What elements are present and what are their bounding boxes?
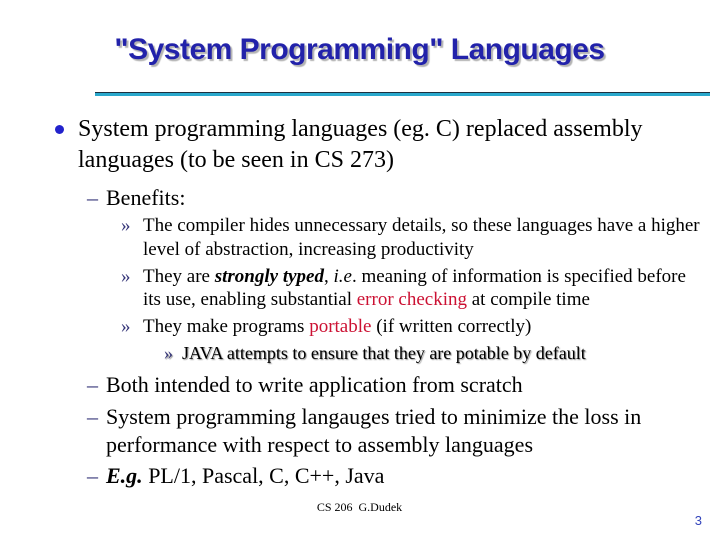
bullet-text: JAVA attempts to ensure that they are potable by default: [182, 342, 586, 363]
bullet-item-level-3: [0, 214, 719, 262]
page-number: 3: [694, 513, 702, 528]
bullet-item-level-1: [0, 114, 719, 175]
bullet-text: System programming langauges tried to minimize the loss in performance with respect to assembly languages: [106, 403, 642, 457]
bullet-marker-glyph: –: [87, 463, 98, 489]
bullet-marker-glyph: »: [121, 215, 131, 237]
bullet-item-level-2: [0, 462, 719, 490]
bullet-list: [0, 114, 719, 494]
bullet-text: They make programs portable (if written correctly): [143, 316, 532, 338]
bullet-marker-glyph: –: [87, 403, 98, 429]
bullet-item-level-2: [0, 184, 719, 212]
bullet-item-level-2: [0, 371, 719, 399]
bullet-marker-glyph: »: [164, 342, 173, 363]
bullet-item-level-4: [0, 342, 719, 364]
bullet-marker-glyph: »: [121, 316, 131, 338]
bullet-text: Benefits:: [106, 185, 186, 211]
bullet-item-level-3: [0, 265, 719, 313]
bullet-marker-glyph: –: [87, 185, 98, 211]
title-divider-rule: [95, 92, 710, 96]
bullet-text: Both intended to write application from scratch: [106, 372, 523, 398]
bullet-text: E.g. PL/1, Pascal, C, C++, Java: [106, 463, 385, 489]
bullet-item-level-2: [0, 403, 719, 458]
bullet-text: System programming languages (eg. C) replaced assembly languages (to be seen in CS 273): [78, 116, 643, 173]
slide-title: "System Programming" Languages: [114, 33, 605, 66]
bullet-marker-glyph: –: [87, 372, 98, 398]
bullet-item-level-3: [0, 315, 719, 339]
bullet-text: The compiler hides unnecessary details, so these languages have a higher level of abstraction, increasing productivity: [143, 215, 700, 260]
bullet-marker-glyph: »: [121, 265, 131, 287]
footer-course-author: CS 206 G.Dudek: [316, 500, 403, 514]
bullet-text: They are strongly typed, i.e. meaning of information is specified before its use, enabling substantial error checking at compile time: [143, 265, 686, 311]
bullet-dot-icon: [55, 125, 64, 134]
